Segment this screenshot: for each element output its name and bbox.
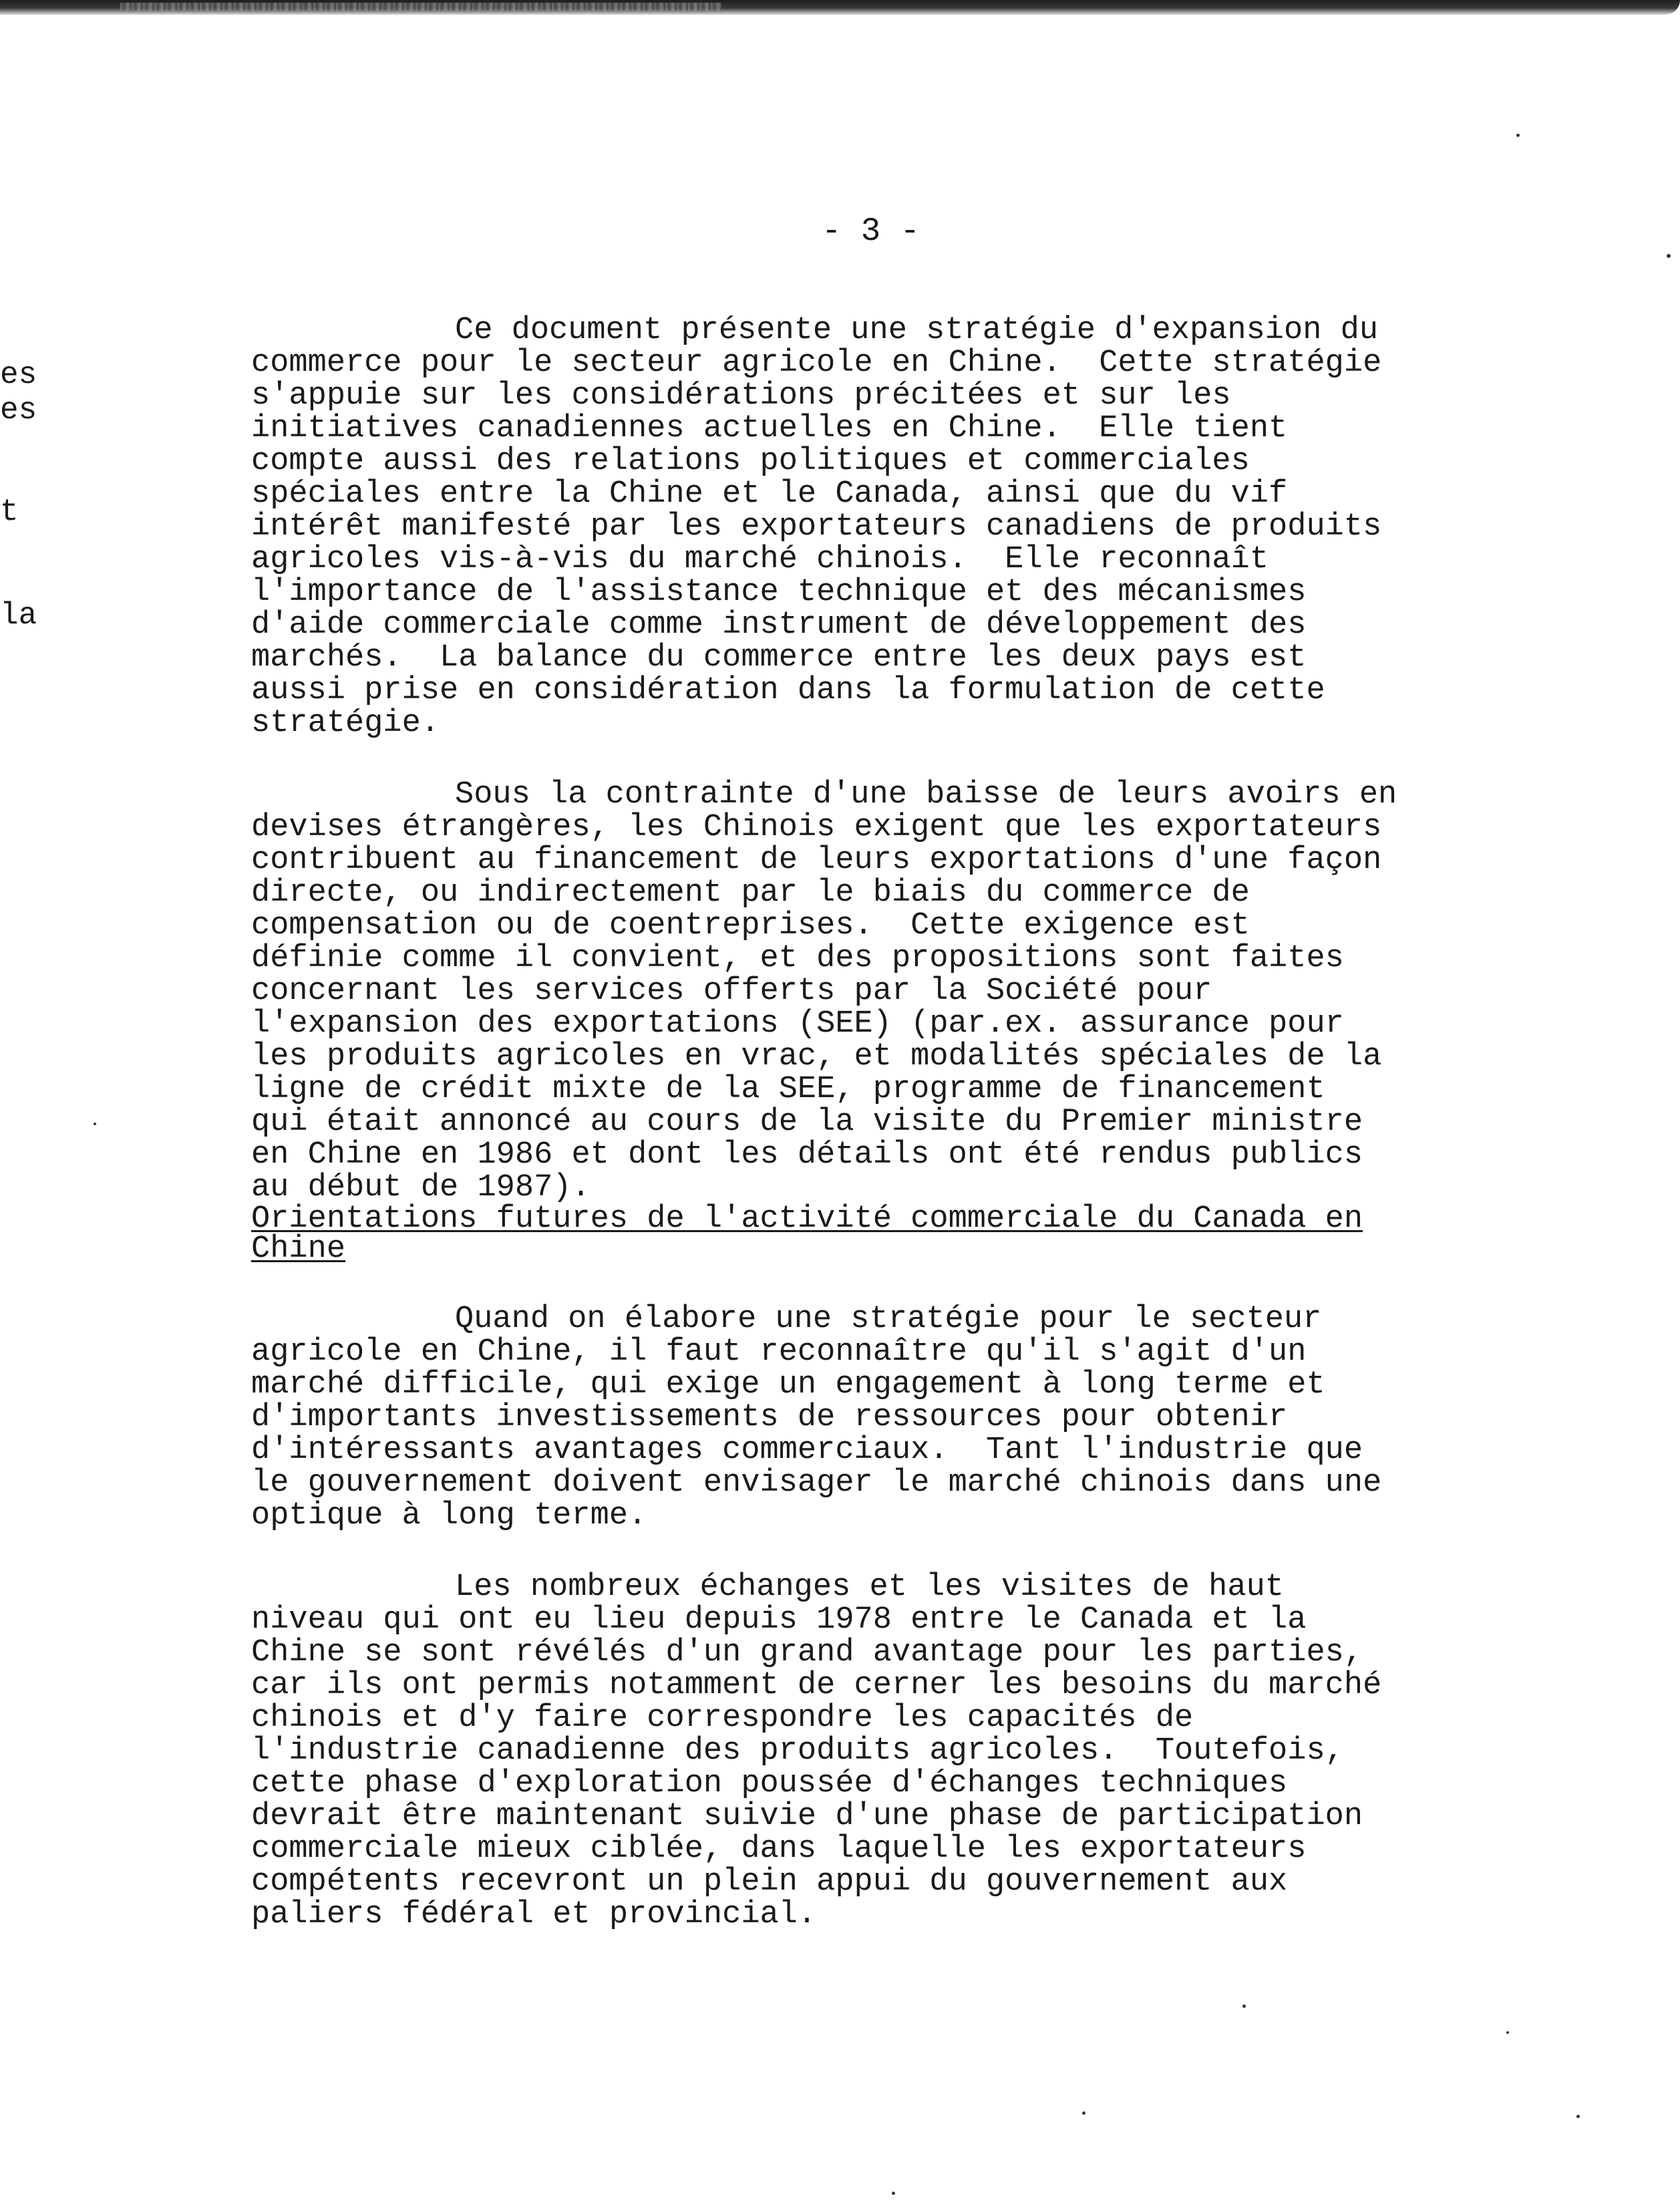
paragraph-line: en Chine en 1986 et dont les détails ont été rendus publics	[251, 1137, 1363, 1173]
paragraph-line: Quand on élabore une stratégie pour le secteur	[455, 1302, 1322, 1337]
paragraph-line: Ce document présente une stratégie d'expansion du	[455, 313, 1379, 348]
document-body	[251, 314, 1494, 1931]
scan-speck	[1242, 2005, 1246, 2008]
section-heading	[251, 1201, 1494, 1267]
paragraph-line: marché difficile, qui exige un engagement à long terme et	[251, 1367, 1325, 1403]
paragraph-line: compétents recevront un plein appui du gouvernement aux	[251, 1864, 1288, 1900]
paragraph-line: Sous la contrainte d'une baisse de leurs avoirs en	[455, 777, 1397, 813]
section-heading-line: Orientations futures de l'activité commerciale du Canada en	[251, 1201, 1363, 1237]
paragraph-line: marchés. La balance du commerce entre les deux pays est	[251, 640, 1307, 676]
paragraph-exchanges	[251, 1571, 1494, 1931]
paragraph-line: les produits agricoles en vrac, et modalités spéciales de la	[251, 1039, 1382, 1074]
paragraph-line: qui était annoncé au cours de la visite du Premier ministre	[251, 1104, 1363, 1140]
scan-edge-texture	[120, 3, 721, 11]
paragraph-line: contribuent au financement de leurs exportations d'une façon	[251, 843, 1382, 878]
paragraph-line: ligne de crédit mixte de la SEE, programme de financement	[251, 1072, 1325, 1107]
scan-top-edge	[0, 0, 1680, 15]
paragraph-line: intérêt manifesté par les exportateurs canadiens de produits	[251, 509, 1382, 545]
paragraph-line: directe, ou indirectement par le biais du commerce de	[251, 875, 1250, 911]
scan-speck	[1516, 134, 1520, 137]
paragraph-line: devises étrangères, les Chinois exigent que les exportateurs	[251, 810, 1382, 845]
paragraph-line: d'intéressants avantages commerciaux. Tant l'industrie que	[251, 1433, 1363, 1468]
margin-fragment: la	[0, 598, 37, 633]
page-number: - 3 -	[822, 212, 920, 250]
paragraph-line: agricole en Chine, il faut reconnaître qu'il s'agit d'un	[251, 1334, 1307, 1370]
paragraph-line: compensation ou de coentreprises. Cette exigence est	[251, 908, 1250, 943]
paragraph-line: aussi prise en considération dans la formulation de cette	[251, 673, 1325, 708]
scan-speck	[94, 1123, 96, 1125]
paragraph-line: paliers fédéral et provincial.	[251, 1897, 817, 1932]
paragraph-line: commerce pour le secteur agricole en Chine. Cette stratégie	[251, 345, 1382, 381]
paragraph-line: le gouvernement doivent envisager le marché chinois dans une	[251, 1465, 1382, 1501]
paragraph-line: commerciale mieux ciblée, dans laquelle les exportateurs	[251, 1831, 1307, 1867]
paragraph-line: spéciales entre la Chine et le Canada, ainsi que du vif	[251, 476, 1288, 512]
paragraph-line: au début de 1987).	[251, 1170, 591, 1205]
paragraph-line: définie comme il convient, et des propositions sont faites	[251, 941, 1344, 976]
paragraph-line: initiatives canadiennes actuelles en Chine. Elle tient	[251, 411, 1288, 446]
scan-speck	[1082, 2111, 1085, 2115]
section-heading-line: Chine	[251, 1231, 346, 1267]
paragraph-line: l'expansion des exportations (SEE) (par.ex. assurance pour	[251, 1006, 1344, 1042]
paragraph-line: devrait être maintenant suivie d'une phase de participation	[251, 1799, 1363, 1834]
scan-speck	[1576, 2115, 1580, 2118]
margin-fragment: es	[0, 357, 37, 392]
paragraph-line: optique à long terme.	[251, 1498, 647, 1533]
scan-speck	[892, 2192, 895, 2195]
paragraph-line: l'industrie canadienne des produits agricoles. Toutefois,	[251, 1733, 1344, 1769]
paragraph-line: s'appuie sur les considérations précitées et sur les	[251, 378, 1231, 414]
paragraph-strategy-overview	[251, 314, 1494, 740]
paragraph-line: agricoles vis-à-vis du marché chinois. Elle reconnaît	[251, 542, 1269, 577]
paragraph-line: concernant les services offerts par la Société pour	[251, 974, 1212, 1009]
paragraph-long-term-market	[251, 1303, 1494, 1532]
scan-speck	[1667, 254, 1671, 258]
paragraph-line: d'aide commerciale comme instrument de développement des	[251, 607, 1307, 643]
paragraph-financing	[251, 778, 1494, 1204]
scan-speck	[1506, 2031, 1509, 2034]
paragraph-line: niveau qui ont eu lieu depuis 1978 entre le Canada et la	[251, 1602, 1307, 1638]
margin-fragment: t	[0, 494, 19, 529]
paragraph-line: d'importants investissements de ressources pour obtenir	[251, 1400, 1288, 1435]
paragraph-line: car ils ont permis notamment de cerner les besoins du marché	[251, 1668, 1382, 1703]
paragraph-line: l'importance de l'assistance technique et des mécanismes	[251, 575, 1307, 610]
paragraph-line: Chine se sont révélés d'un grand avantage pour les parties,	[251, 1635, 1363, 1670]
paragraph-line: stratégie.	[251, 706, 440, 741]
paragraph-line: compte aussi des relations politiques et commerciales	[251, 444, 1250, 479]
paragraph-line: cette phase d'exploration poussée d'échanges techniques	[251, 1766, 1288, 1801]
paragraph-line: Les nombreux échanges et les visites de haut	[455, 1570, 1285, 1605]
paragraph-line: chinois et d'y faire correspondre les capacités de	[251, 1701, 1194, 1736]
margin-fragment: es	[0, 393, 37, 428]
